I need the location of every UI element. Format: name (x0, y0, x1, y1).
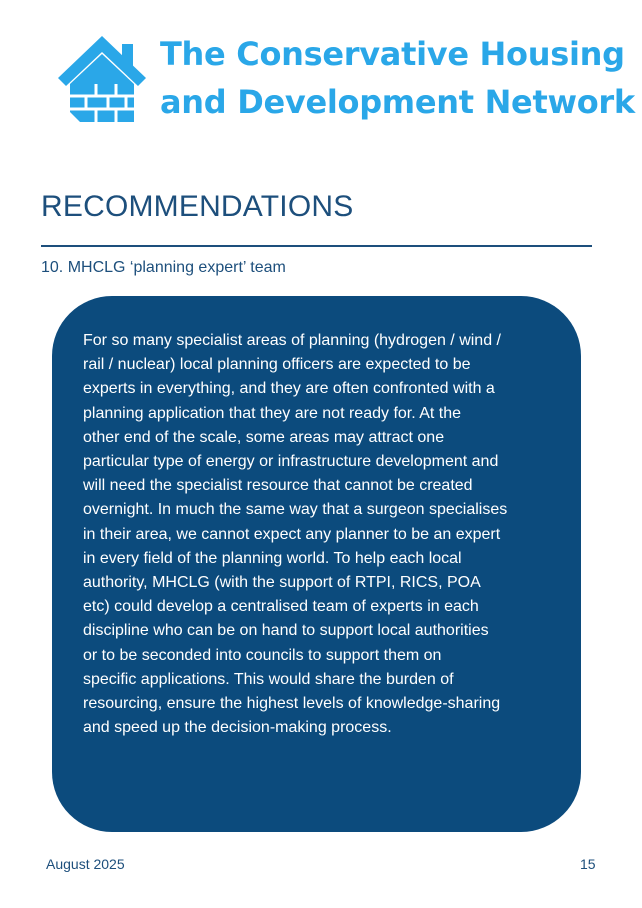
body-line: specific applications. This would share the burden of (83, 670, 454, 688)
section-heading: RECOMMENDATIONS (41, 190, 354, 223)
body-line: in their area, we cannot expect any planner to be an expert (83, 525, 501, 543)
house-brick-icon (56, 32, 148, 124)
body-line: discipline who can be on hand to support local authorities (83, 622, 489, 640)
body-line: experts in everything, and they are often confronted with a (83, 380, 495, 398)
body-line: etc) could develop a centralised team of experts in each (83, 598, 479, 616)
body-line: authority, MHCLG (with the support of RTPI, RICS, POA (83, 574, 481, 592)
body-line: planning application that they are not ready for. At the (83, 404, 462, 422)
body-line: particular type of energy or infrastructure development and (83, 453, 499, 471)
body-line: in every field of the planning world. To help each local (83, 549, 462, 567)
heading-divider (41, 245, 592, 247)
body-line: resourcing, ensure the highest levels of knowledge-sharing (83, 695, 501, 713)
body-line: other end of the scale, some areas may attract one (83, 428, 445, 446)
recommendation-subheading: 10. MHCLG ‘planning expert’ team (41, 259, 286, 276)
header (56, 30, 635, 126)
org-name-line-1: The Conservative Housing (160, 35, 625, 73)
body-line: For so many specialist areas of planning (hydrogen / wind / (83, 332, 501, 349)
body-line: overnight. In much the same way that a surgeon specialises (83, 501, 508, 519)
recommendation-body (83, 329, 571, 740)
body-line: or to be seconded into councils to support them on (83, 646, 442, 664)
body-line: and speed up the decision-making process. (83, 719, 392, 737)
body-line: rail / nuclear) local planning officers are expected to be (83, 356, 471, 374)
recommendation-card (52, 296, 581, 832)
org-name (160, 30, 635, 126)
footer-date: August 2025 (46, 856, 125, 872)
page-number: 15 (580, 856, 596, 872)
body-line: will need the specialist resource that cannot be created (83, 477, 473, 495)
org-name-line-2: and Development Network (160, 83, 635, 121)
